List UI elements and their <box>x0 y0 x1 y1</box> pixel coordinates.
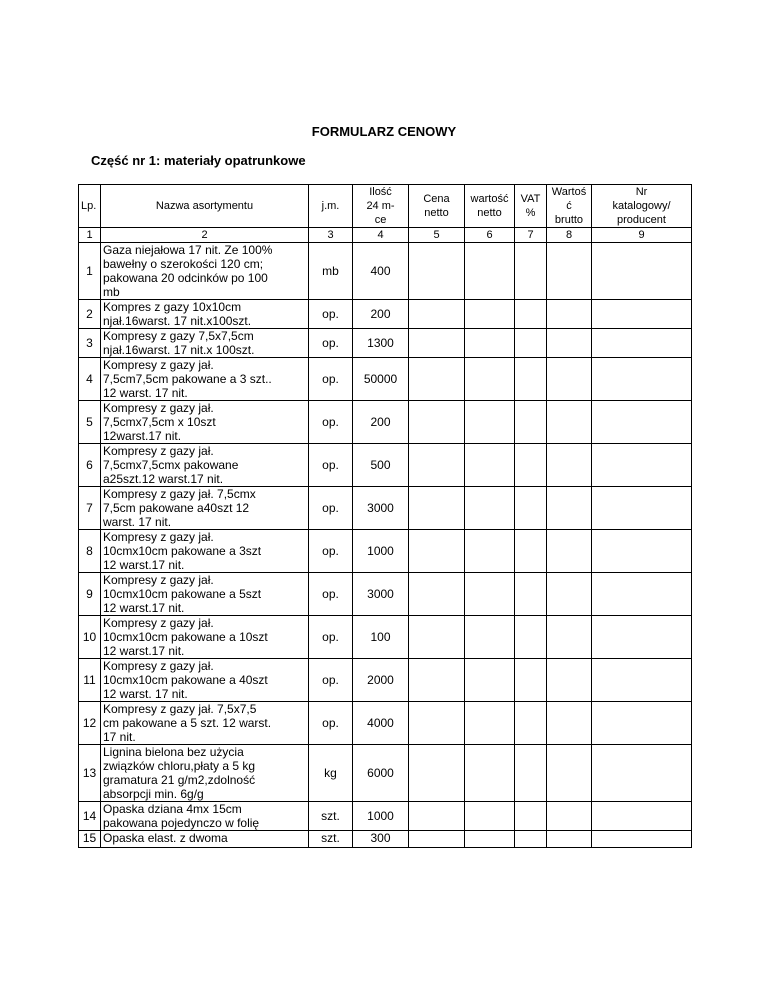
catalog-number-cell <box>592 616 692 659</box>
gross-value-cell <box>547 659 592 702</box>
gross-value-cell <box>547 243 592 300</box>
unit-cell: op. <box>309 702 353 745</box>
row-number: 5 <box>79 401 101 444</box>
row-number: 9 <box>79 573 101 616</box>
unit-cell: op. <box>309 659 353 702</box>
product-name <box>101 300 309 329</box>
product-name <box>101 616 309 659</box>
product-name <box>101 530 309 573</box>
table-row <box>79 487 692 530</box>
vat-cell <box>515 444 547 487</box>
net-value-cell <box>465 702 515 745</box>
net-value-cell <box>465 487 515 530</box>
product-name-line: Kompresy z gazy jał. <box>103 573 214 587</box>
gross-value-cell <box>547 831 592 848</box>
gross-value-cell <box>547 702 592 745</box>
product-name <box>101 487 309 530</box>
net-price-cell <box>409 659 465 702</box>
product-name-line: cm pakowane a 5 szt. 12 warst. <box>103 716 272 730</box>
product-name-line: Kompresy z gazy jał. 7,5cmx <box>103 487 256 501</box>
unit-cell: op. <box>309 358 353 401</box>
quantity-cell: 200 <box>353 300 409 329</box>
product-name-line: mb <box>103 285 120 299</box>
product-name-line: Kompresy z gazy jał. <box>103 659 214 673</box>
net-value-cell <box>465 444 515 487</box>
net-value-cell <box>465 745 515 802</box>
product-name-line: Kompresy z gazy jał. <box>103 401 214 415</box>
product-name-line: 7,5cm pakowane a40szt 12 <box>103 501 250 515</box>
product-name-line: warst. 17 nit. <box>103 515 172 529</box>
table-row <box>79 300 692 329</box>
table-row <box>79 831 692 848</box>
row-number: 12 <box>79 702 101 745</box>
net-value-cell <box>465 659 515 702</box>
quantity-cell: 1300 <box>353 329 409 358</box>
product-name-line: 7,5cm7,5cm pakowane a 3 szt.. <box>103 372 272 386</box>
vat-cell <box>515 659 547 702</box>
row-number: 1 <box>79 243 101 300</box>
header-gross-value: Wartoś ć brutto <box>547 185 592 228</box>
quantity-cell: 6000 <box>353 745 409 802</box>
unit-cell: op. <box>309 530 353 573</box>
quantity-cell: 4000 <box>353 702 409 745</box>
vat-cell <box>515 530 547 573</box>
product-name-line: związków chloru,płaty a 5 kg <box>103 759 256 773</box>
table-row <box>79 329 692 358</box>
unit-cell: op. <box>309 444 353 487</box>
gross-value-cell <box>547 358 592 401</box>
section-subtitle: Część nr 1: materiały opatrunkowe <box>91 153 306 168</box>
product-name <box>101 802 309 831</box>
header-name: Nazwa asortymentu <box>101 185 309 228</box>
product-name-line: Gaza niejałowa 17 nit. Ze 100% <box>103 243 273 257</box>
header-vat: VAT % <box>515 185 547 228</box>
column-number: 5 <box>409 228 465 243</box>
catalog-number-cell <box>592 444 692 487</box>
net-value-cell <box>465 329 515 358</box>
quantity-cell: 400 <box>353 243 409 300</box>
catalog-number-cell <box>592 487 692 530</box>
vat-cell <box>515 329 547 358</box>
net-price-cell <box>409 702 465 745</box>
unit-cell: szt. <box>309 831 353 848</box>
table-row <box>79 745 692 802</box>
gross-value-cell <box>547 573 592 616</box>
unit-cell: op. <box>309 616 353 659</box>
table-row <box>79 530 692 573</box>
product-name-line: 12 warst. 17 nit. <box>103 386 188 400</box>
catalog-number-cell <box>592 802 692 831</box>
catalog-number-cell <box>592 401 692 444</box>
row-number: 10 <box>79 616 101 659</box>
vat-cell <box>515 831 547 848</box>
column-number: 3 <box>309 228 353 243</box>
product-name-line: Kompresy z gazy jał. <box>103 530 214 544</box>
quantity-cell: 200 <box>353 401 409 444</box>
unit-cell: mb <box>309 243 353 300</box>
product-name-line: Lignina bielona bez użycia <box>103 745 244 759</box>
vat-cell <box>515 401 547 444</box>
net-value-cell <box>465 530 515 573</box>
gross-value-cell <box>547 444 592 487</box>
product-name-line: Kompresy z gazy jał. <box>103 616 214 630</box>
product-name <box>101 243 309 300</box>
table-row <box>79 401 692 444</box>
column-number: 1 <box>79 228 101 243</box>
net-value-cell <box>465 573 515 616</box>
quantity-cell: 1000 <box>353 530 409 573</box>
product-name-line: 10cmx10cm pakowane a 10szt <box>103 630 268 644</box>
table-row <box>79 358 692 401</box>
product-name-line: Kompresy z gazy jał. <box>103 358 214 372</box>
header-net-value: wartość netto <box>465 185 515 228</box>
net-value-cell <box>465 401 515 444</box>
net-price-cell <box>409 401 465 444</box>
product-name-line: njał.16warst. 17 nit.x100szt. <box>103 314 252 328</box>
vat-cell <box>515 487 547 530</box>
product-name <box>101 745 309 802</box>
row-number: 3 <box>79 329 101 358</box>
unit-cell: op. <box>309 300 353 329</box>
gross-value-cell <box>547 745 592 802</box>
row-number: 4 <box>79 358 101 401</box>
product-name-line: 7,5cmx7,5cm x 10szt <box>103 415 216 429</box>
column-number: 4 <box>353 228 409 243</box>
gross-value-cell <box>547 401 592 444</box>
product-name-line: Kompres z gazy 10x10cm <box>103 300 242 314</box>
row-number: 14 <box>79 802 101 831</box>
product-name-line: a25szt.12 warst.17 nit. <box>103 472 224 486</box>
quantity-cell: 500 <box>353 444 409 487</box>
net-price-cell <box>409 573 465 616</box>
gross-value-cell <box>547 329 592 358</box>
product-name <box>101 401 309 444</box>
vat-cell <box>515 243 547 300</box>
quantity-cell: 3000 <box>353 487 409 530</box>
product-name <box>101 358 309 401</box>
table-row <box>79 616 692 659</box>
product-name-line: 10cmx10cm pakowane a 40szt <box>103 673 268 687</box>
product-name-line: 12 warst.17 nit. <box>103 644 185 658</box>
quantity-cell: 1000 <box>353 802 409 831</box>
product-name-line: 12warst.17 nit. <box>103 429 182 443</box>
net-value-cell <box>465 831 515 848</box>
net-value-cell <box>465 300 515 329</box>
column-number: 9 <box>592 228 692 243</box>
net-price-cell <box>409 300 465 329</box>
catalog-number-cell <box>592 243 692 300</box>
table-row <box>79 659 692 702</box>
header-catalog-number: Nr katalogowy/ producent <box>592 185 692 228</box>
table-row <box>79 444 692 487</box>
product-name-line: njał.16warst. 17 nit.x 100szt. <box>103 343 255 357</box>
catalog-number-cell <box>592 659 692 702</box>
unit-cell: op. <box>309 573 353 616</box>
product-name-line: 7,5cmx7,5cmx pakowane <box>103 458 239 472</box>
product-name-line: 12 warst.17 nit. <box>103 601 185 615</box>
product-name-line: Kompresy z gazy jał. 7,5x7,5 <box>103 702 257 716</box>
unit-cell: kg <box>309 745 353 802</box>
column-number: 6 <box>465 228 515 243</box>
product-name-line: 17 nit. <box>103 730 136 744</box>
product-name-line: bawełny o szerokości 120 cm; <box>103 257 264 271</box>
product-name <box>101 702 309 745</box>
product-name-line: absorpcji min. 6g/g <box>103 787 204 801</box>
quantity-cell: 300 <box>353 831 409 848</box>
net-price-cell <box>409 831 465 848</box>
product-name-line: Opaska elast. z dwoma <box>103 831 228 845</box>
row-number: 15 <box>79 831 101 848</box>
catalog-number-cell <box>592 745 692 802</box>
unit-cell: op. <box>309 401 353 444</box>
unit-cell: szt. <box>309 802 353 831</box>
net-price-cell <box>409 329 465 358</box>
header-net-price: Cena netto <box>409 185 465 228</box>
table-row <box>79 573 692 616</box>
product-name <box>101 831 309 848</box>
row-number: 11 <box>79 659 101 702</box>
header-lp: Lp. <box>79 185 101 228</box>
unit-cell: op. <box>309 487 353 530</box>
row-number: 13 <box>79 745 101 802</box>
product-name <box>101 444 309 487</box>
net-value-cell <box>465 802 515 831</box>
vat-cell <box>515 745 547 802</box>
price-table <box>78 184 692 848</box>
vat-cell <box>515 573 547 616</box>
product-name-line: Kompresy z gazy 7,5x7,5cm <box>103 329 254 343</box>
column-number: 2 <box>101 228 309 243</box>
gross-value-cell <box>547 616 592 659</box>
gross-value-cell <box>547 802 592 831</box>
catalog-number-cell <box>592 329 692 358</box>
net-value-cell <box>465 616 515 659</box>
gross-value-cell <box>547 530 592 573</box>
row-number: 8 <box>79 530 101 573</box>
net-price-cell <box>409 358 465 401</box>
net-price-cell <box>409 745 465 802</box>
net-price-cell <box>409 802 465 831</box>
table-row <box>79 243 692 300</box>
table-header-row <box>79 185 692 228</box>
quantity-cell: 50000 <box>353 358 409 401</box>
product-name-line: gramatura 21 g/m2,zdolność <box>103 773 256 787</box>
net-price-cell <box>409 530 465 573</box>
net-price-cell <box>409 444 465 487</box>
column-number: 8 <box>547 228 592 243</box>
net-price-cell <box>409 487 465 530</box>
product-name-line: 12 warst. 17 nit. <box>103 687 188 701</box>
net-price-cell <box>409 616 465 659</box>
product-name-line: Kompresy z gazy jał. <box>103 444 214 458</box>
row-number: 6 <box>79 444 101 487</box>
vat-cell <box>515 300 547 329</box>
catalog-number-cell <box>592 358 692 401</box>
net-value-cell <box>465 243 515 300</box>
unit-cell: op. <box>309 329 353 358</box>
product-name-line: 10cmx10cm pakowane a 5szt <box>103 587 262 601</box>
vat-cell <box>515 702 547 745</box>
catalog-number-cell <box>592 573 692 616</box>
gross-value-cell <box>547 487 592 530</box>
column-number-row <box>79 228 692 243</box>
row-number: 7 <box>79 487 101 530</box>
net-value-cell <box>465 358 515 401</box>
product-name-line: 12 warst.17 nit. <box>103 558 185 572</box>
product-name-line: Opaska dziana 4mx 15cm <box>103 802 242 816</box>
vat-cell <box>515 358 547 401</box>
product-name-line: 10cmx10cm pakowane a 3szt <box>103 544 262 558</box>
catalog-number-cell <box>592 702 692 745</box>
product-name <box>101 329 309 358</box>
quantity-cell: 2000 <box>353 659 409 702</box>
catalog-number-cell <box>592 831 692 848</box>
net-price-cell <box>409 243 465 300</box>
table-row <box>79 702 692 745</box>
catalog-number-cell <box>592 300 692 329</box>
column-number: 7 <box>515 228 547 243</box>
table-row <box>79 802 692 831</box>
quantity-cell: 3000 <box>353 573 409 616</box>
product-name-line: pakowana pojedynczo w folię <box>103 816 260 830</box>
vat-cell <box>515 802 547 831</box>
document-title: FORMULARZ CENOWY <box>311 124 457 139</box>
header-unit: j.m. <box>309 185 353 228</box>
row-number: 2 <box>79 300 101 329</box>
gross-value-cell <box>547 300 592 329</box>
product-name <box>101 659 309 702</box>
vat-cell <box>515 616 547 659</box>
catalog-number-cell <box>592 530 692 573</box>
header-quantity: Ilość 24 m- ce <box>353 185 409 228</box>
product-name <box>101 573 309 616</box>
quantity-cell: 100 <box>353 616 409 659</box>
product-name-line: pakowana 20 odcinków po 100 <box>103 271 268 285</box>
